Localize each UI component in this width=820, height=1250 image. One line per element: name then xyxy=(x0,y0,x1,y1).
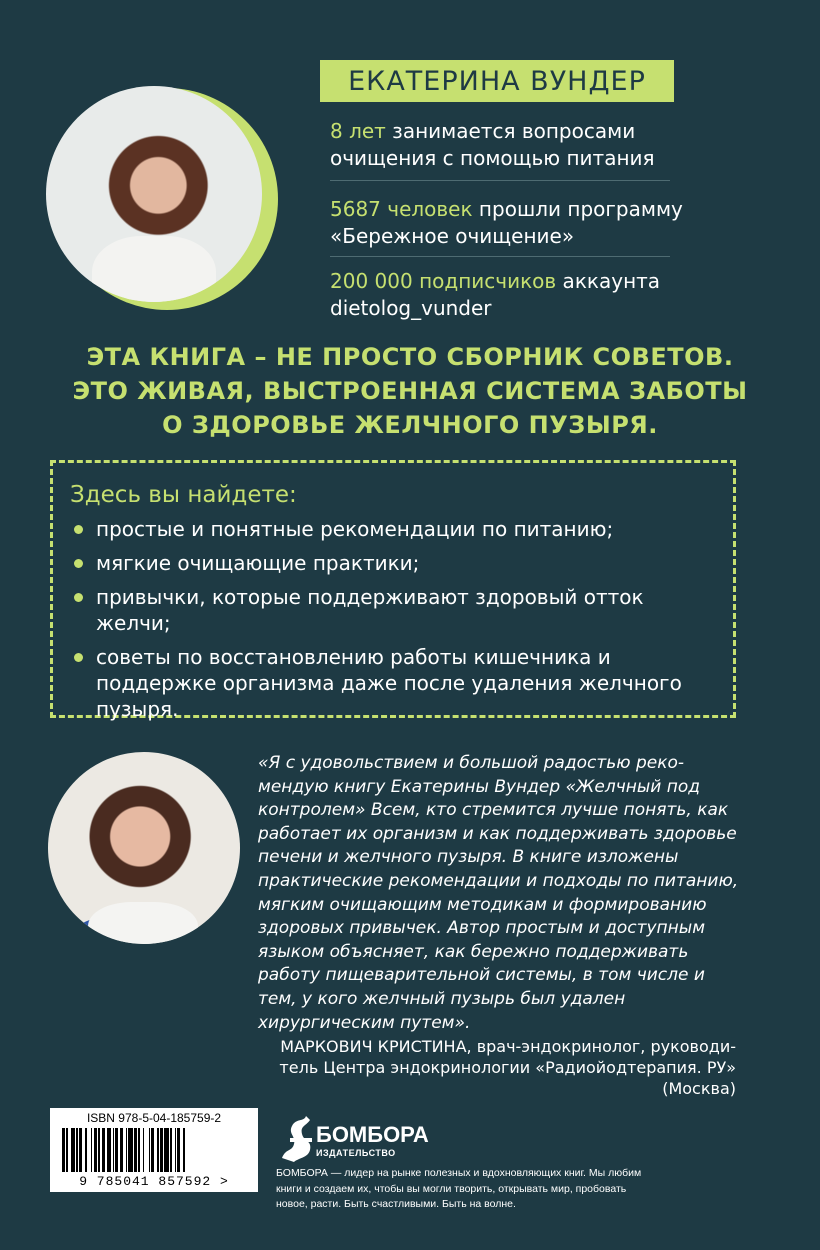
list-item xyxy=(70,644,720,722)
publisher-name: БОМБОРА xyxy=(316,1122,429,1147)
fact-subscribers xyxy=(330,268,690,322)
fact-experience xyxy=(330,118,690,172)
list-item-text: простые и понятные рекомендации по питанию; xyxy=(96,517,614,541)
list-item-text: советы по восстановлению работы кишечника и поддержке организма даже после удаления желчного пузыря. xyxy=(96,645,682,721)
fact-text: занимается вопросами очищения с помощью питания xyxy=(330,119,655,170)
author-photo xyxy=(46,86,262,302)
features-list xyxy=(70,516,720,730)
reviewer-name: МАРКОВИЧ КРИСТИНА xyxy=(280,1037,467,1056)
headline xyxy=(40,340,780,442)
bullet-icon xyxy=(74,653,83,662)
list-item xyxy=(70,516,720,542)
list-item-text: привычки, которые поддерживают здоровый отток желчи; xyxy=(96,585,644,635)
review-credit xyxy=(258,1036,736,1099)
barcode-digits: 9 785041 857592 > xyxy=(79,1174,229,1189)
review-quote: «Я с удовольствием и большой радостью рекомендую книгу Екатерины Вундер «Желчный под контролем» Всем, кто стремится лучше понять, как работает их организм и как поддерживать здоровье печени и желчного пузыря. В книге изложены практические рекомендации и подходы по питанию, мягким очищающим методикам и формированию здоровых привычек. Автор простым и доступным языком объясняет, как бережно поддерживать работу пищеварительной системы, в том числе и тем, у кого желчный пузырь был удален хирургическим путем». xyxy=(258,753,739,1033)
divider xyxy=(330,180,670,181)
author-name: ЕКАТЕРИНА ВУНДЕР xyxy=(320,60,674,102)
list-item xyxy=(70,584,720,636)
headline-line: ЭТО ЖИВАЯ, ВЫСТРОЕННАЯ СИСТЕМА ЗАБОТЫ xyxy=(72,377,748,405)
publisher-subtitle: ИЗДАТЕЛЬСТВО xyxy=(316,1148,396,1158)
headline-line: О ЗДОРОВЬЕ ЖЕЛЧНОГО ПУЗЫРЯ. xyxy=(162,411,658,439)
fact-text: аккаунта dietolog_vunder xyxy=(330,269,661,320)
list-item-text: мягкие очищающие практики; xyxy=(96,551,420,575)
fact-highlight: 200 000 подписчиков xyxy=(330,269,557,293)
list-item xyxy=(70,550,720,576)
fact-highlight: 5687 человек xyxy=(330,197,473,221)
publisher-text: БОМБОРА — лидер на рынке полезных и вдохновляющих книг. Мы любим книги и создаем их, чтобы вы могли творить, открывать мир, пробовать новое, расти. Быть счастливыми. Быть на волне. xyxy=(276,1167,642,1210)
divider xyxy=(330,256,670,257)
headline-line: ЭТА КНИГА – НЕ ПРОСТО СБОРНИК СОВЕТОВ. xyxy=(86,343,734,371)
reviewer-photo xyxy=(48,752,240,944)
bullet-icon xyxy=(74,593,83,602)
reviewer-title: , врач-эндокринолог, руководитель Центра эндокринологии «Радиойодтерапия. РУ» (Москва) xyxy=(279,1037,736,1098)
bullet-icon xyxy=(74,525,83,534)
isbn-text: ISBN 978-5-04-185759-2 xyxy=(86,1111,222,1125)
bullet-icon xyxy=(74,559,83,568)
features-title: Здесь вы найдете: xyxy=(70,482,297,508)
fact-students xyxy=(330,196,690,250)
fact-highlight: 8 лет xyxy=(330,119,386,143)
barcode xyxy=(50,1108,258,1192)
fact-text: прошли программу «Бережное очищение» xyxy=(330,197,683,248)
barcode-bar xyxy=(185,1128,188,1172)
barcode-bars xyxy=(62,1128,246,1172)
